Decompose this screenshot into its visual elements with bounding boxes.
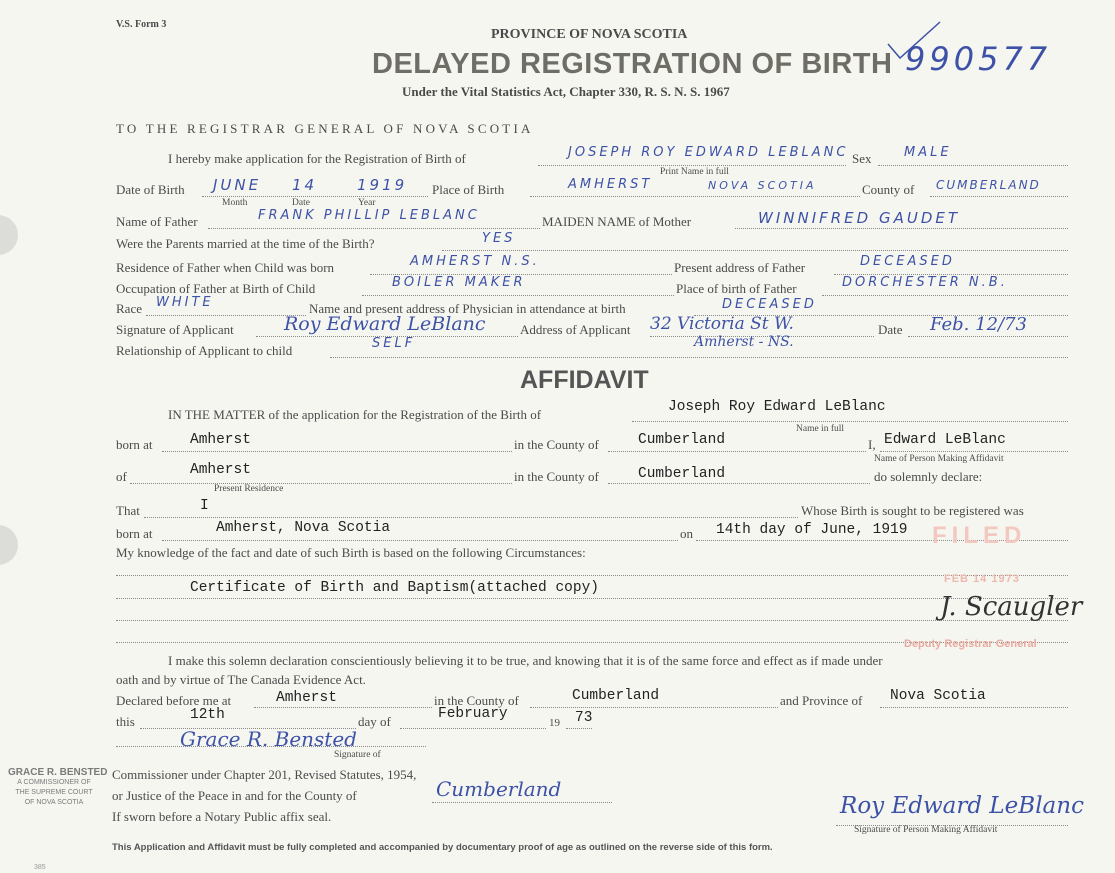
year-line xyxy=(566,728,592,729)
born-at-value: Amherst xyxy=(190,432,251,448)
footer-code: 385 xyxy=(34,864,46,871)
mother-value: WINNIFRED GAUDET xyxy=(758,209,961,227)
county-line-1 xyxy=(608,451,866,452)
residence-value: AMHERST N.S. xyxy=(410,254,540,269)
deponent-sig-label: Signature of Person Making Affidavit xyxy=(854,825,998,835)
father-birthplace-label: Place of birth of Father xyxy=(676,281,797,296)
matter-line xyxy=(632,421,1068,422)
father-birthplace-value: DORCHESTER N.B. xyxy=(842,275,1008,290)
mother-line xyxy=(735,228,1068,229)
knowledge-label: My knowledge of the fact and date of such Birth is based on the following Circumstances: xyxy=(116,545,586,560)
applicant-address-2: Amherst - NS. xyxy=(694,334,794,350)
place-province: NOVA SCOTIA xyxy=(708,179,817,192)
this-label: this xyxy=(116,714,135,729)
application-label: I hereby make application for the Registration of Birth of xyxy=(168,151,466,166)
that-label: That xyxy=(116,503,140,518)
deponent-line xyxy=(880,451,1068,452)
applicant-signature: Roy Edward LeBlanc xyxy=(284,313,486,335)
declared-county-value: Cumberland xyxy=(572,688,660,704)
day-value: 12th xyxy=(190,707,225,723)
registrar-signature: J. Scaugler xyxy=(940,592,1083,622)
file-number: 990577 xyxy=(905,40,1052,78)
filed-date-stamp: FEB 14 1973 xyxy=(944,573,1020,585)
father-address-value: DECEASED xyxy=(860,254,955,269)
born-at-2-value: Amherst, Nova Scotia xyxy=(216,520,391,536)
date-signed-label: Date xyxy=(878,322,903,337)
married-value: YES xyxy=(482,231,516,246)
county-value: CUMBERLAND xyxy=(936,178,1041,192)
deponent-value: Edward LeBlanc xyxy=(884,432,1006,448)
residence-line-aff xyxy=(130,483,512,484)
on-label: on xyxy=(680,526,693,541)
circumstance-line-3 xyxy=(116,620,1068,621)
that-value: I xyxy=(200,498,209,514)
married-line xyxy=(442,250,1068,251)
declared-at-line xyxy=(254,707,432,708)
sex-value: MALE xyxy=(904,145,952,160)
relationship-value: SELF xyxy=(372,336,416,351)
county-label: County of xyxy=(862,182,915,197)
check-mark-icon xyxy=(884,20,944,60)
punch-hole xyxy=(0,525,18,565)
father-address-label: Present address of Father xyxy=(674,260,806,275)
dob-month: JUNE xyxy=(213,176,262,194)
sex-label: Sex xyxy=(852,151,872,166)
footer-note: This Application and Affidavit must be fully completed and accompanied by documentary proof of age as outlined on the reverse side of this form. xyxy=(112,842,773,853)
filed-stamp: FILED xyxy=(932,522,1027,549)
declared-county-line xyxy=(530,707,778,708)
name-full-label: Name in full xyxy=(796,424,845,434)
month-line xyxy=(400,728,546,729)
dob-year: 1919 xyxy=(357,176,408,194)
province-heading: PROVINCE OF NOVA SCOTIA xyxy=(491,27,688,42)
commissioner-signature: Grace R. Bensted xyxy=(180,727,357,751)
deponent-signature: Roy Edward LeBlanc xyxy=(840,793,1084,819)
year-prefix: 19 xyxy=(549,717,560,729)
commissioner-line: Commissioner under Chapter 201, Revised Statutes, 1954, xyxy=(112,767,417,782)
deponent-label: Name of Person Making Affidavit xyxy=(874,454,1004,464)
date-signed-line xyxy=(908,336,1068,337)
justice-county: Cumberland xyxy=(436,777,562,801)
dob-label: Date of Birth xyxy=(116,182,185,197)
dob-line xyxy=(202,196,428,197)
county-value-2: Cumberland xyxy=(638,466,726,482)
declared-county-label: in the County of xyxy=(434,693,519,708)
race-value: WHITE xyxy=(156,295,214,310)
residence-label: Residence of Father when Child was born xyxy=(116,260,335,275)
signature-of-label: Signature of xyxy=(334,750,381,760)
applicant-address-label: Address of Applicant xyxy=(520,322,631,337)
notary-line: If sworn before a Notary Public affix seal. xyxy=(112,809,332,824)
print-name-label: Print Name in full xyxy=(660,167,729,177)
born-at-2-line xyxy=(162,540,678,541)
year-label: Year xyxy=(358,198,376,208)
of-label: of xyxy=(116,469,127,484)
punch-hole xyxy=(0,215,18,255)
place-town: AMHERST xyxy=(568,177,653,192)
occupation-label: Occupation of Father at Birth of Child xyxy=(116,281,316,296)
month-value: February xyxy=(438,706,508,722)
justice-line: or Justice of the Peace in and for the County of xyxy=(112,788,357,803)
county-line-2 xyxy=(608,483,870,484)
page-title: DELAYED REGISTRATION OF BIRTH xyxy=(372,48,893,80)
born-at-label: born at xyxy=(116,437,153,452)
married-label: Were the Parents married at the time of the Birth? xyxy=(116,236,375,251)
father-line xyxy=(208,228,540,229)
declaration-line-1: I make this solemn declaration conscientiously believing it to be true, and knowing that it is of the same force and effect as if made under xyxy=(168,653,883,668)
circumstance-value: Certificate of Birth and Baptism(attached copy) xyxy=(190,580,599,596)
county-label-2: in the County of xyxy=(514,469,599,484)
residence-label-aff: Present Residence xyxy=(214,484,284,494)
child-name-value: JOSEPH ROY EDWARD LEBLANC xyxy=(568,145,849,160)
county-line xyxy=(930,196,1068,197)
father-value: FRANK PHILLIP LEBLANC xyxy=(258,208,480,223)
mother-label: MAIDEN NAME of Mother xyxy=(542,214,692,229)
year-value: 73 xyxy=(575,710,593,726)
on-value: 14th day of June, 1919 xyxy=(716,522,908,538)
subtitle: Under the Vital Statistics Act, Chapter 330, R. S. N. S. 1967 xyxy=(402,84,730,99)
child-name-line xyxy=(538,165,846,166)
month-label: Month xyxy=(222,198,248,208)
date-signed: Feb. 12/73 xyxy=(930,314,1027,335)
justice-county-line xyxy=(432,802,612,803)
dob-date: 14 xyxy=(292,176,318,194)
applicant-address: 32 Victoria St W. xyxy=(650,314,794,334)
registrar-title-stamp: Deputy Registrar General xyxy=(904,638,1037,650)
province-line xyxy=(880,707,1068,708)
matter-label: IN THE MATTER of the application for the Registration of the Birth of xyxy=(168,407,542,422)
occupation-value: BOILER MAKER xyxy=(392,275,526,290)
declared-label: Declared before me at xyxy=(116,693,232,708)
race-line xyxy=(146,315,306,316)
i-label: I, xyxy=(868,437,876,452)
commissioner-stamp: GRACE R. BENSTED A COMMISSIONER OF THE SUPREME COURT OF NOVA SCOTIA xyxy=(8,767,108,806)
affidavit-title: AFFIDAVIT xyxy=(520,366,649,394)
county-value-1: Cumberland xyxy=(638,432,726,448)
circumstance-line-2 xyxy=(116,598,1068,599)
whose-birth-label: Whose Birth is sought to be registered was xyxy=(801,503,1024,518)
province-label: and Province of xyxy=(780,693,863,708)
sex-line xyxy=(878,165,1068,166)
day-of-label: day of xyxy=(358,714,391,729)
place-line xyxy=(530,196,860,197)
relationship-label: Relationship of Applicant to child xyxy=(116,343,293,358)
race-label: Race xyxy=(116,301,142,316)
father-label: Name of Father xyxy=(116,214,198,229)
occupation-line xyxy=(362,295,674,296)
form-id: V.S. Form 3 xyxy=(116,19,167,30)
circumstance-line-1 xyxy=(116,575,1068,576)
applicant-sig-label: Signature of Applicant xyxy=(116,322,234,337)
solemnly-label: do solemnly declare: xyxy=(874,469,983,484)
born-at-line xyxy=(162,451,512,452)
place-label: Place of Birth xyxy=(432,182,505,197)
declared-province-value: Nova Scotia xyxy=(890,688,986,704)
date-label: Date xyxy=(292,198,310,208)
declared-at-value: Amherst xyxy=(276,690,337,706)
county-label-1: in the County of xyxy=(514,437,599,452)
affidavit-residence: Amherst xyxy=(190,462,251,478)
that-line xyxy=(144,517,798,518)
physician-value: DECEASED xyxy=(722,297,817,312)
declaration-line-2: oath and by virtue of The Canada Evidence Act. xyxy=(116,672,366,687)
relationship-line xyxy=(330,357,1068,358)
affidavit-child-name: Joseph Roy Edward LeBlanc xyxy=(668,399,886,415)
father-birthplace-line xyxy=(822,295,1068,296)
to-registrar-line: TO THE REGISTRAR GENERAL OF NOVA SCOTIA xyxy=(116,121,534,136)
physician-label: Name and present address of Physician in attendance at birth xyxy=(309,301,626,316)
born-at-2-label: born at xyxy=(116,526,153,541)
